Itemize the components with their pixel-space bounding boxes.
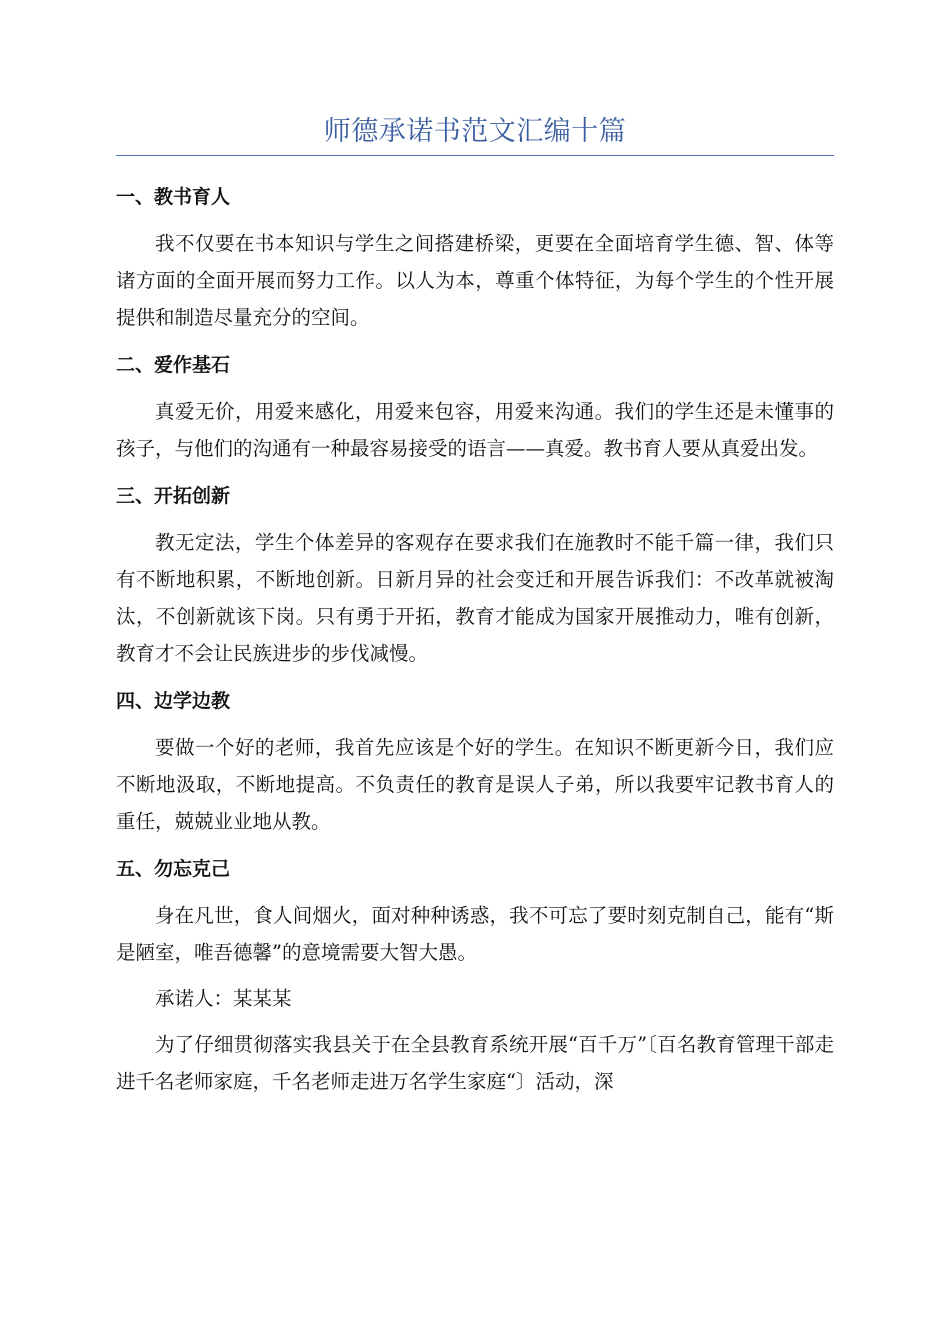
section-paragraph-5: 身在凡世，食人间烟火，面对种种诱惑，我不可忘了要时刻克制自己，能有“斯是陋室，唯吾德馨”的意境需要大智大愚。 [116,904,834,964]
section-heading-3: 三、开拓创新 [116,485,231,507]
section-heading-2: 二、爱作基石 [116,354,231,376]
document-title: 师德承诺书范文汇编十篇 [323,116,627,147]
title-underline [116,155,834,156]
section-paragraph-2: 真爱无价，用爱来感化，用爱来包容，用爱来沟通。我们的学生还是未懂事的孩子，与他们的沟通有一种最容易接受的语言——真爱。教书育人要从真爱出发。 [116,400,834,460]
document-page [116,0,834,1100]
signature-line: 承诺人：某某某 [155,987,292,1010]
section-heading-4: 四、边学边教 [116,690,231,712]
section-paragraph-1: 我不仅要在书本知识与学生之间搭建桥梁，更要在全面培育学生德、智、体等诸方面的全面开展而努力工作。以人为本，尊重个体特征，为每个学生的个性开展提供和制造尽量充分的空间。 [116,232,834,329]
section-paragraph-4: 要做一个好的老师，我首先应该是个好的学生。在知识不断更新今日，我们应不断地汲取，不断地提高。不负责任的教育是误人子弟，所以我要牢记教书育人的重任，兢兢业业地从教。 [116,736,834,833]
section-paragraph-3: 教无定法，学生个体差异的客观存在要求我们在施教时不能千篇一律，我们只有不断地积累，不断地创新。日新月异的社会变迁和开展告诉我们：不改革就被淘汰，不创新就该下岗。只有勇于开拓，教育才能成为国家开展推动力，唯有创新，教育才不会让民族进步的步伐减慢。 [116,531,834,665]
section-heading-5: 五、勿忘克己 [116,858,231,880]
closing-paragraph: 为了仔细贯彻落实我县关于在全县教育系统开展“百千万”〔百名教育管理干部走进千名老师家庭，千名老师走进万名学生家庭“〕活动，深 [116,1033,834,1093]
section-heading-1: 一、教书育人 [116,186,231,208]
